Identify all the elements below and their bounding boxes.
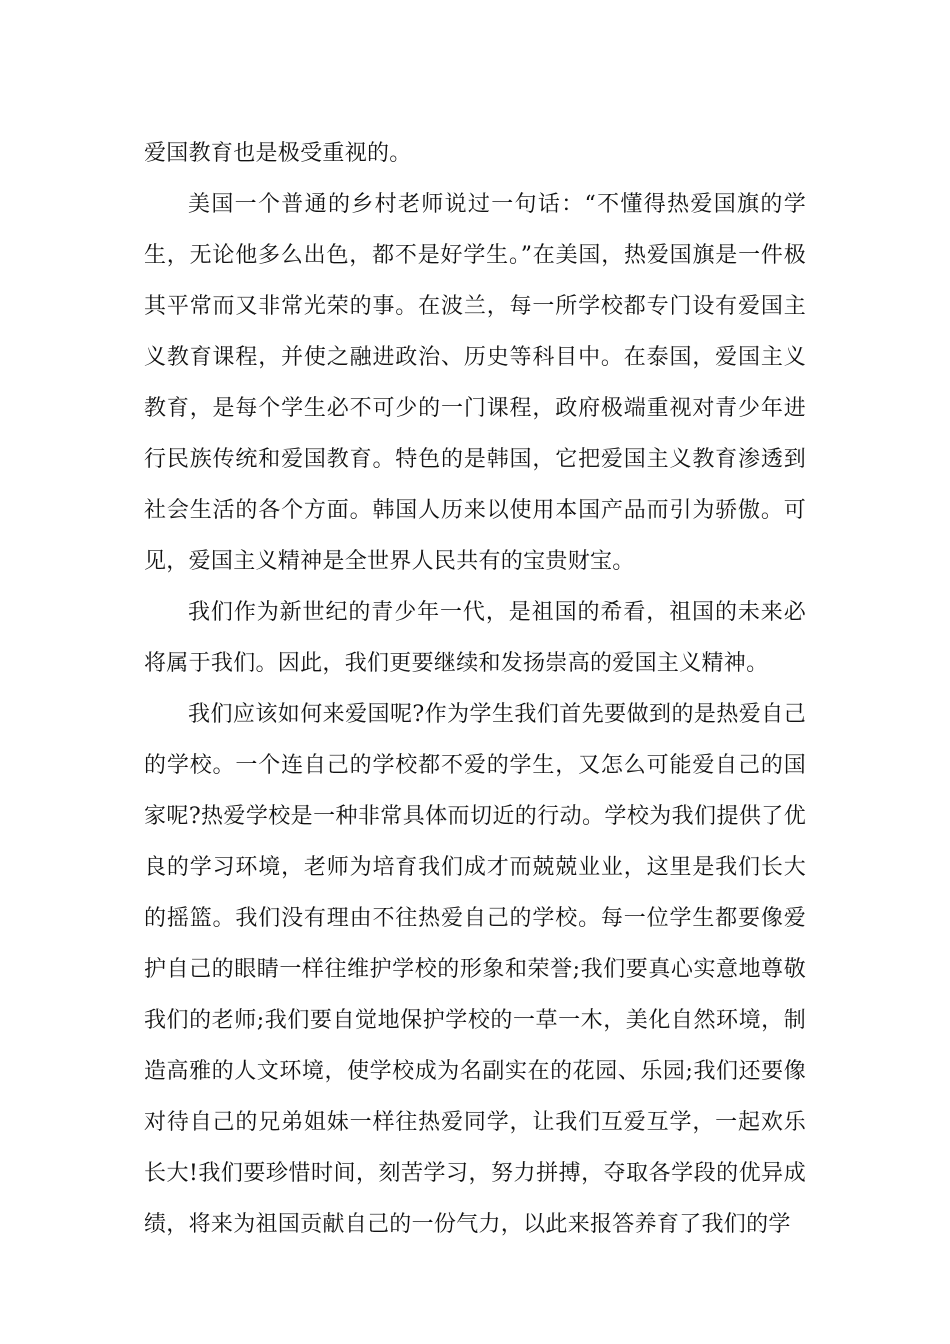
paragraph-3: 我们作为新世纪的青少年一代，是祖国的希看，祖国的未来必将属于我们。因此，我们更要继续和发扬崇高的爱国主义精神。: [144, 600, 806, 676]
document-body: [144, 128, 806, 1250]
paragraph-2: 美国一个普通的乡村老师说过一句话：“不懂得热爱国旗的学生，无论他多么出色，都不是好学生。”在美国，热爱国旗是一件极其平常而又非常光荣的事。在波兰，每一所学校都专门设有爱国主义教育课程，并使之融进政治、历史等科目中。在泰国，爱国主义教育，是每个学生必不可少的一门课程，政府极端重视对青少年进行民族传统和爱国教育。特色的是韩国，它把爱国主义教育渗透到社会生活的各个方面。韩国人历来以使用本国产品而引为骄傲。可见，爱国主义精神是全世界人民共有的宝贵财宝。: [144, 192, 806, 574]
paragraph-1: 爱国教育也是极受重视的。: [144, 141, 412, 166]
paragraph-4: 我们应该如何来爱国呢?作为学生我们首先要做到的是热爱自己的学校。一个连自己的学校都不爱的学生，又怎么可能爱自己的国家呢?热爱学校是一种非常具体而切近的行动。学校为我们提供了优良的学习环境，老师为培育我们成才而兢兢业业，这里是我们长大的摇篮。我们没有理由不往热爱自己的学校。每一位学生都要像爱护自己的眼睛一样往维护学校的形象和荣誉;我们要真心实意地尊敬我们的老师;我们要自觉地保护学校的一草一木，美化自然环境，制造高雅的人文环境，使学校成为名副实在的花园、乐园;我们还要像对待自己的兄弟姐妹一样往热爱同学，让我们互爱互学，一起欢乐长大!我们要珍惜时间，刻苦学习，努力拼搏，夺取各学段的优异成绩，将来为祖国贡献自己的一份气力，以此来报答养育了我们的学: [144, 702, 806, 1237]
